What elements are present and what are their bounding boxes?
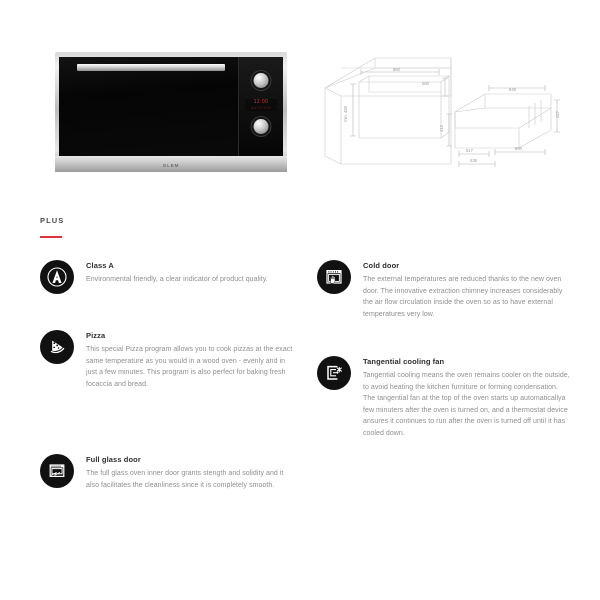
- features-section: [0, 260, 600, 509]
- dimension-diagram: [323, 52, 563, 182]
- tangential-cooling-fan-icon: [317, 356, 351, 390]
- feature-body: Environmental friendly, a clear indicator of product quality.: [86, 276, 268, 283]
- pizza-icon: [40, 330, 74, 364]
- features-column-left: [40, 260, 295, 509]
- dim-depth-bottom: 538: [470, 158, 477, 163]
- feature-title: Full glass door: [86, 455, 141, 464]
- feature-text: [86, 260, 295, 286]
- cold-door-icon: [317, 260, 351, 294]
- product-visuals-row: [0, 0, 600, 182]
- feature-body: This special Pizza program allows you to cook pizzas at the exact same temperature as you would in a wood oven - evenly and in just a few minutes. This program is also perfect for baking fresh focaccia and bread.: [86, 346, 293, 388]
- feature-text: [86, 454, 295, 491]
- feature-full-glass-door: [40, 454, 295, 491]
- feature-tangential-cooling-fan: [317, 356, 572, 439]
- feature-title: Class A: [86, 261, 114, 270]
- feature-body: The full glass oven inner door grants stength and solidity and it also facilitates the cleanliness since it is completely smooth.: [86, 470, 284, 489]
- class-a-icon: [40, 260, 74, 294]
- led-time: 12:00: [253, 99, 269, 105]
- dim-front-width: 849: [509, 87, 516, 92]
- function-knob[interactable]: [254, 73, 269, 88]
- feature-text: [363, 356, 572, 439]
- brand-logo: GLEM: [162, 163, 180, 168]
- feature-cold-door: [317, 260, 572, 320]
- accent-rule: [40, 236, 62, 238]
- dim-depth-top: 517: [466, 148, 473, 153]
- full-glass-door-icon: [40, 454, 74, 488]
- dim-cabinet-width: 860: [393, 67, 400, 72]
- plus-section-header: [40, 216, 600, 238]
- feature-body: The external temperatures are reduced thanks to the new oven door. The innovative extraction chimney increases considerably the air flow circulation inside the oven so as to have external temperatures very low.: [363, 276, 563, 318]
- dim-cabinet-depth: 560: [422, 81, 429, 86]
- feature-title: Tangential cooling fan: [363, 357, 445, 366]
- feature-class-a: [40, 260, 295, 294]
- oven-base-strip: [55, 156, 287, 172]
- feature-title: Cold door: [363, 261, 400, 270]
- layout-spacer: [40, 408, 295, 454]
- oven-control-panel: [238, 57, 283, 156]
- feature-text: [363, 260, 572, 320]
- dim-inner-height: 412: [439, 125, 444, 132]
- dim-body-width: 860: [515, 146, 522, 151]
- product-photo: [55, 52, 287, 172]
- led-display: [245, 99, 277, 111]
- feature-pizza: [40, 330, 295, 390]
- feature-body: Tangential cooling means the oven remains cooler on the outside, to avoid heating the kitchen furniture or forming condensation. The tangential fan at the top of the oven starts up automaticallya few minuters after the oven is turned on, and a thermostat device ansures it continues to run after the oven is turned off until it has cooled down.: [363, 372, 570, 437]
- dim-cabinet-height-min: min. 480: [343, 105, 348, 122]
- plus-heading: PLUS: [40, 216, 65, 225]
- feature-text: [86, 330, 295, 390]
- led-sub-label: AUTO MIN: [250, 106, 272, 110]
- temperature-knob[interactable]: [254, 119, 269, 134]
- feature-title: Pizza: [86, 331, 106, 340]
- oven-handle: [77, 64, 225, 71]
- features-column-right: [317, 260, 572, 509]
- dim-appliance-height: 427: [555, 111, 560, 118]
